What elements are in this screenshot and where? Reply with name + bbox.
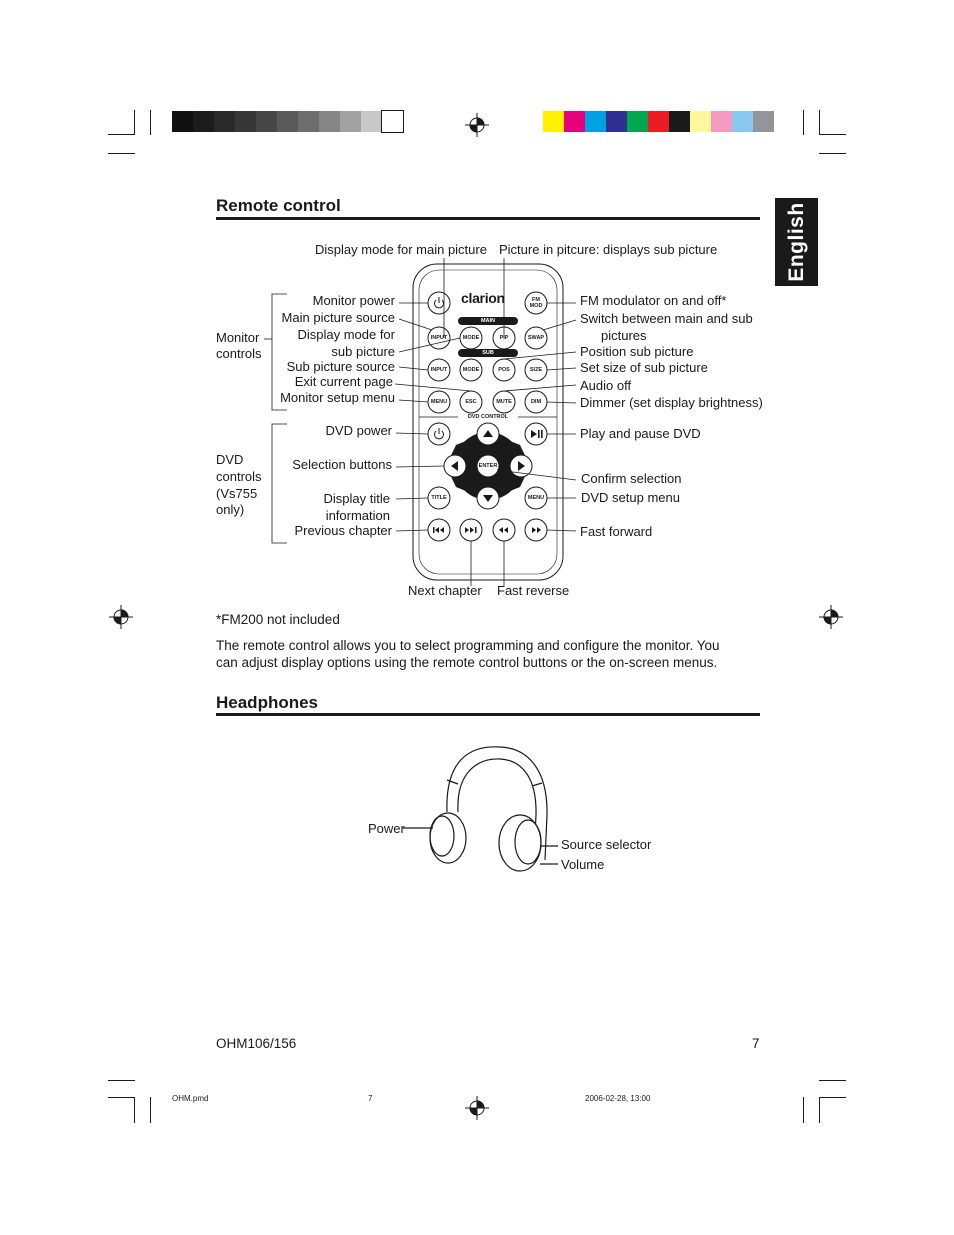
- main-band-label: MAIN: [480, 318, 496, 324]
- dvd-control-label: DVD CONTROL: [458, 414, 518, 421]
- input-main-button-label[interactable]: INPUT: [430, 335, 448, 341]
- menu-button-label[interactable]: MENU: [430, 399, 448, 405]
- esc-button-label[interactable]: ESC: [465, 399, 477, 405]
- callout-dvd-power: DVD power: [325, 423, 392, 438]
- left-earcup: [430, 813, 466, 863]
- mode-main-button-label[interactable]: MODE: [462, 335, 480, 341]
- callout-switch-main-sub: Switch between main and sub: [580, 311, 753, 326]
- callout-display-mode-main: Display mode for main picture: [315, 242, 487, 257]
- callout-monitor-power: Monitor power: [312, 293, 395, 308]
- callout-information: information: [325, 508, 390, 523]
- remote-section-title: Remote control: [216, 196, 341, 215]
- callout-set-size-sub-picture: Set size of sub picture: [580, 360, 708, 375]
- language-tab-label: English: [784, 202, 808, 282]
- footnote: *FM200 not included: [216, 612, 340, 627]
- callout-selection-buttons: Selection buttons: [292, 457, 392, 472]
- callout-previous-chapter: Previous chapter: [294, 523, 392, 538]
- callout-monitor-setup-menu: Monitor setup menu: [280, 390, 395, 405]
- mute-button-label[interactable]: MUTE: [496, 399, 512, 405]
- callout-pip: Picture in pitcure: displays sub picture: [499, 242, 718, 257]
- dvd-controls-label-4: only): [216, 502, 245, 517]
- brand-logo: clarion: [461, 290, 505, 306]
- dim-button-label[interactable]: DIM: [530, 399, 542, 405]
- footer-page-number: 7: [752, 1036, 760, 1051]
- callout-exit-current-page: Exit current page: [294, 374, 393, 389]
- monitor-controls-label-2: controls: [216, 346, 262, 361]
- headphones-volume-label: Volume: [561, 857, 605, 872]
- title-button-label[interactable]: TITLE: [431, 495, 447, 501]
- headphones-section-title: Headphones: [216, 693, 319, 712]
- size-button-label[interactable]: SIZE: [529, 367, 543, 373]
- callout-confirm-selection: Confirm selection: [581, 471, 682, 486]
- callout-display-mode-for: Display mode for: [297, 327, 395, 342]
- monitor-controls-label-1: Monitor: [216, 330, 260, 345]
- callout-sub-picture-source: Sub picture source: [286, 359, 395, 374]
- enter-button-label[interactable]: ENTER: [478, 463, 498, 469]
- fm-mod-button-label[interactable]: FM MOD: [529, 297, 543, 309]
- callout-main-picture-source: Main picture source: [281, 310, 395, 325]
- slug-filename: OHM.pmd: [172, 1094, 209, 1103]
- dvd-controls-label-1: DVD: [216, 452, 244, 467]
- callout-dimmer: Dimmer (set display brightness): [580, 395, 763, 410]
- paragraph-line-1: The remote control allows you to select programming and configure the monitor. You: [216, 638, 720, 653]
- callout-display-title: Display title: [323, 491, 390, 506]
- callout-dvd-setup-menu: DVD setup menu: [581, 490, 680, 505]
- slug-page: 7: [368, 1094, 373, 1103]
- mode-sub-button-label[interactable]: MODE: [462, 367, 480, 373]
- pos-button-label[interactable]: POS: [498, 367, 510, 373]
- swap-button-label[interactable]: SWAP: [527, 335, 545, 341]
- callout-fm-modulator: FM modulator on and off*: [580, 293, 727, 308]
- footer-model: OHM106/156: [216, 1036, 297, 1051]
- callout-fast-forward: Fast forward: [580, 524, 653, 539]
- slug-timestamp: 2006-02-28, 13:00: [585, 1094, 651, 1103]
- callout-audio-off: Audio off: [580, 378, 632, 393]
- callout-sub-picture: sub picture: [331, 344, 395, 359]
- callout-fast-reverse: Fast reverse: [497, 583, 570, 598]
- dvd-controls-label-2: controls: [216, 469, 262, 484]
- dvd-controls-label-3: (Vs755: [216, 486, 258, 501]
- input-sub-button-label[interactable]: INPUT: [430, 367, 448, 373]
- menu-dvd-button-label[interactable]: MENU: [527, 495, 545, 501]
- headphones-power-label: Power: [368, 821, 405, 836]
- callout-position-sub-picture: Position sub picture: [580, 344, 694, 359]
- headphones-source-selector-label: Source selector: [561, 837, 652, 852]
- callout-pictures: pictures: [601, 328, 647, 343]
- sub-band-label: SUB: [482, 350, 494, 356]
- pip-button-label[interactable]: PIP: [499, 335, 509, 341]
- callout-play-pause-dvd: Play and pause DVD: [580, 426, 701, 441]
- callout-next-chapter: Next chapter: [408, 583, 482, 598]
- paragraph-line-2: can adjust display options using the remote control buttons or the on-screen menus.: [216, 655, 718, 670]
